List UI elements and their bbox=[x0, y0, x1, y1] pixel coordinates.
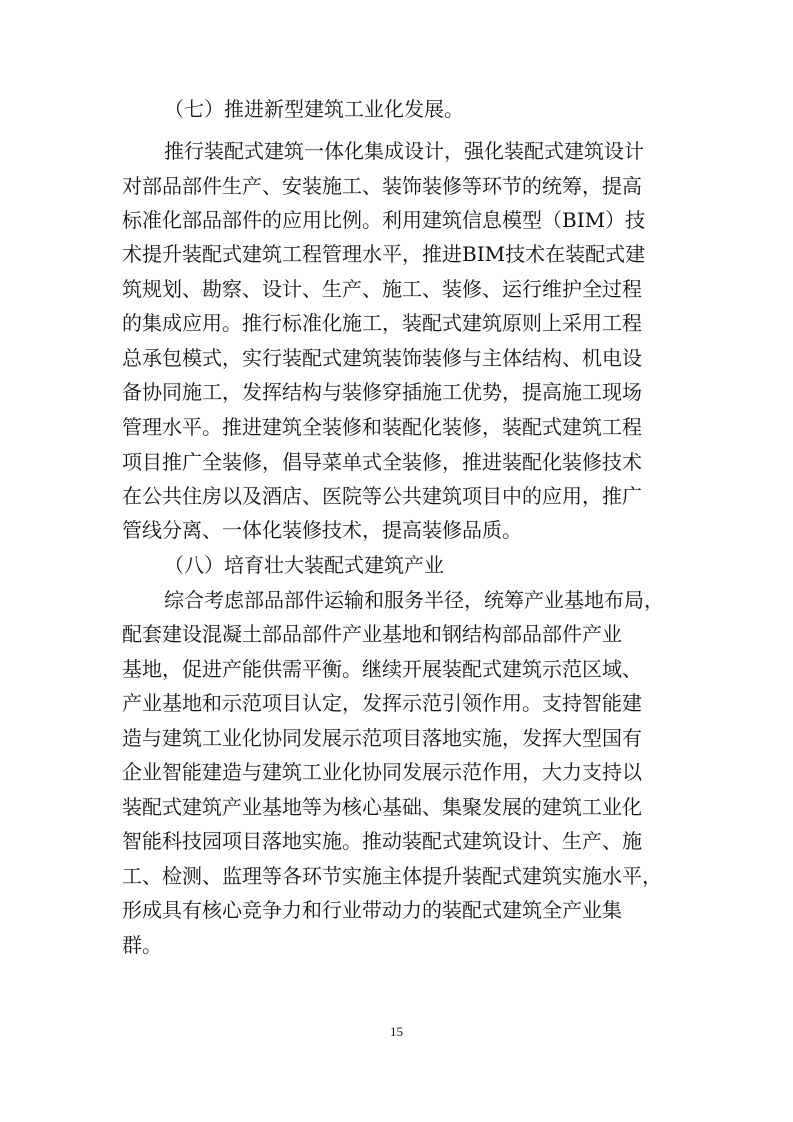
paragraph-line: 综合考虑部品部件运输和服务半径，统筹产业基地布局， bbox=[164, 588, 664, 612]
paragraph-line: 术提升装配式建筑工程管理水平，推进BIM技术在装配式建 bbox=[122, 242, 646, 266]
paragraph-line: 配套建设混凝土部品部件产业基地和钢结构部品部件产业 bbox=[122, 622, 622, 646]
paragraph-line: 形成具有核心竞争力和行业带动力的装配式建筑全产业集 bbox=[122, 898, 622, 922]
paragraph-line: 管理水平。推进建筑全装修和装配化装修，装配式建筑工程 bbox=[122, 415, 642, 439]
paragraph-line: 项目推广全装修，倡导菜单式全装修，推进装配化装修技术 bbox=[122, 450, 642, 474]
paragraph-line: 企业智能建造与建筑工业化协同发展示范作用，大力支持以 bbox=[122, 760, 642, 784]
paragraph-line: 产业基地和示范项目认定，发挥示范引领作用。支持智能建 bbox=[122, 691, 642, 715]
paragraph-line: 基地，促进产能供需平衡。继续开展装配式建筑示范区域、 bbox=[122, 657, 642, 681]
page-number: 15 bbox=[390, 1024, 403, 1039]
paragraph-line: 对部品部件生产、安装施工、装饰装修等环节的统筹，提高 bbox=[122, 174, 642, 198]
section-heading-8: （八）培育壮大装配式建筑产业 bbox=[164, 553, 444, 577]
paragraph-line: 备协同施工，发挥结构与装修穿插施工优势，提高施工现场 bbox=[122, 380, 642, 404]
paragraph-line: 智能科技园项目落地实施。推动装配式建筑设计、生产、施 bbox=[122, 829, 642, 853]
paragraph-line: 的集成应用。推行标准化施工，装配式建筑原则上采用工程 bbox=[122, 311, 642, 335]
paragraph-line: 群。 bbox=[122, 933, 162, 957]
paragraph-line: 造与建筑工业化协同发展示范项目落地实施，发挥大型国有 bbox=[122, 726, 642, 750]
paragraph-line: 总承包模式，实行装配式建筑装饰装修与主体结构、机电设 bbox=[122, 346, 642, 370]
section-heading-7: （七）推进新型建筑工业化发展。 bbox=[164, 97, 464, 121]
paragraph-line: 在公共住房以及酒店、医院等公共建筑项目中的应用，推广 bbox=[122, 484, 642, 508]
paragraph-line: 筑规划、勘察、设计、生产、施工、装修、运行维护全过程 bbox=[122, 277, 642, 301]
paragraph-line: 推行装配式建筑一体化集成设计，强化装配式建筑设计 bbox=[164, 139, 644, 163]
paragraph-line: 标准化部品部件的应用比例。利用建筑信息模型（BIM）技 bbox=[122, 208, 646, 232]
paragraph-line: 管线分离、一体化装修技术，提高装修品质。 bbox=[122, 518, 522, 542]
paragraph-line: 装配式建筑产业基地等为核心基础、集聚发展的建筑工业化 bbox=[122, 795, 642, 819]
paragraph-line: 工、检测、监理等各环节实施主体提升装配式建筑实施水平， bbox=[122, 864, 662, 888]
